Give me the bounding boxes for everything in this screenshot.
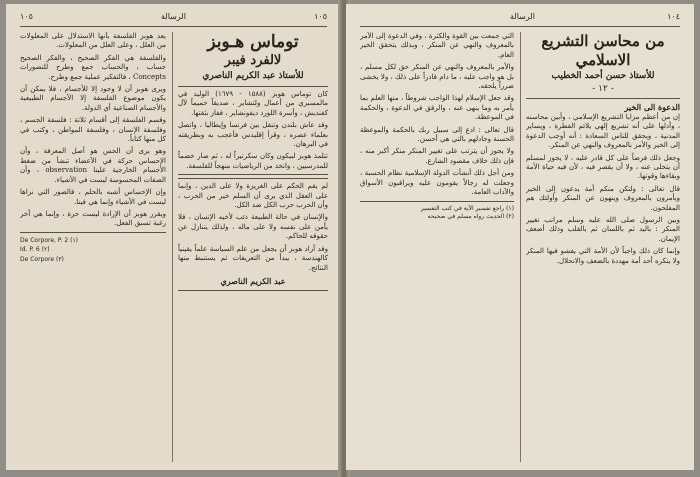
left-page xyxy=(6,4,342,470)
paragraph: تتلمذ هوبز لبيكون وكان سكرتيراً له ، ثم صار خصماً للمدرسيين ، واتخذ من الرياضيات منهجاً للفلسفة. xyxy=(178,152,328,170)
paragraph: وقد عاش بلندن وتنقل بين فرنسا وإيطاليا ، واتصل بعلماء عصره ، وقرأ إقليدس فأعجب به وبطريقته في البرهان. xyxy=(178,121,328,149)
divider xyxy=(526,98,680,99)
footnote: De Corpore (٣) xyxy=(20,255,64,263)
paragraph: يعد هوبز الفلسفة بأنها الاستدلال على المعلولات من العلل ، وعلى العلل من المعلولات. xyxy=(20,32,166,50)
divider xyxy=(20,232,166,233)
footnote: (٢) الحديث رواه مسلم في صحيحه xyxy=(427,212,514,220)
right-page-running-title: الرسالة xyxy=(510,12,535,21)
paragraph: وقد جعل الإسلام لهذا الواجب شروطاً ، منها العلم بما يأمر به وما ينهى عنه ، والرفق في الدعوة ، والحكمة في الموعظة. xyxy=(360,94,514,122)
footnote: (١) راجع تفسير الآية في كتب التفسير xyxy=(420,204,514,212)
paragraph: لم يقم الحكم على الغريزة ولا على الدين ، وإنما على العقل الذي يرى أن السلم خير من الحرب ، وأن الحرب حرب الكل ضد الكل. xyxy=(178,182,328,210)
column-rule xyxy=(172,32,173,462)
sharia-continuation-column xyxy=(360,32,514,462)
paragraph: ومن أجل ذلك أنشأت الدولة الإسلامية نظام الحسبة ، وجعلت له رجالاً يقومون عليه ويراقبون الأسواق والآداب العامة. xyxy=(360,169,514,197)
paragraph: قال تعالى : ادع إلى سبيل ربك بالحكمة والموعظة الحسنة وجادلهم بالتي هي أحسن. xyxy=(360,125,514,144)
hobbes-article-subtitle: لالفرد فيبر xyxy=(224,53,282,68)
paragraph: والإنسان في حالة الطبيعة ذئب لأخيه الإنسان ، فلا يأمن على نفسه ولا على ماله ، ولذلك يتنازل عن حقوقه للحاكم. xyxy=(178,213,328,241)
paragraph: ويقرر هوبز أن الإرادة ليست حرة ، وإنما هي آخر رغبة تسبق الفعل. xyxy=(20,209,166,228)
paragraph: وقسم الفلسفة إلى أقسام ثلاثة : فلسفة الجسم ، وفلسفة الإنسان ، وفلسفة المواطن ، وكتب في كل منها كتاباً. xyxy=(20,116,166,144)
paragraph: وإن الإحساس أشبه بالحلم ، فالصور التي نراها ليست في الأشياء وإنما هي فينا. xyxy=(20,188,166,206)
paragraph: التي جمعت بين القوة والكثرة ، وفي الدعوة إلى الأمر بالمعروف والنهي عن المنكر ، وبذلك يتحقق الخير العام. xyxy=(360,32,514,59)
hobbes-article-author: للأستاذ عبد الكريم الناصري xyxy=(202,71,304,81)
right-page-header xyxy=(360,12,680,27)
article-part-number: - ١٢ - xyxy=(592,84,614,94)
hobbes-article-column xyxy=(178,32,328,462)
left-page-header xyxy=(20,12,327,27)
divider xyxy=(178,178,328,179)
footnote: Id. P. 6 (٢) xyxy=(20,246,50,254)
paragraph: والأمر بالمعروف والنهي عن المنكر حق لكل مسلم ، بل هو واجب عليه ، ما دام قادراً على ذلك ، ولا يخشى ضرراً يلحقه. xyxy=(360,63,514,91)
left-page-running-title: الرسالة xyxy=(161,12,186,21)
paragraph: وإنما كان ذلك واجباً لأن الأمة التي يفشو فيها المنكر ولا ينكره أحد أمة مهددة بالضعف والانحلال. xyxy=(526,247,680,265)
section-heading: الدعوة الى الخير xyxy=(624,102,680,112)
sharia-article-title: من محاسن التشريع الاسلامي xyxy=(541,32,665,69)
divider xyxy=(360,201,514,202)
right-page xyxy=(346,4,694,470)
paragraph: قال تعالى : ولتكن منكم أمة يدعون إلى الخير ويأمرون بالمعروف وينهون عن المنكر وأولئك هم المفلحون. xyxy=(526,184,680,212)
hobbes-article-title: توماس هـوبز xyxy=(207,32,299,52)
paragraph: وجعل ذلك فرضاً على كل قادر عليه ، لا يجوز لمسلم أن يتخلى عنه ، ولا أن يقصر فيه ، لأن فيه حياة الأمة وبقاءها وقوتها. xyxy=(526,153,680,181)
sharia-article-author: للأستاذ حسن أحمد الخطيب xyxy=(551,71,655,81)
right-page-number: ١٠٤ xyxy=(667,12,680,21)
paragraph: إن من أعظم مزايا التشريع الإسلامي ، وأبين محاسنه ، وأدلها على أنه تشريع إلهي يلائم الفطرة ، ويساير المدنية ، ويحقق للناس السعادة : أنه أوجب الدعوة إلى الخير والأمر بالمعروف والنهي عن المنكر. xyxy=(526,113,680,150)
footnote: De Corpore, P. 2 (١) xyxy=(20,236,79,244)
paragraph: ولا يجوز أن يترتب على تغيير المنكر منكر أكبر منه ، فإن ذلك خلاف مقصود الشارع. xyxy=(360,147,514,165)
paragraph: وبين الرسول صلى الله عليه وسلم مراتب تغيير المنكر : باليد ثم باللسان ثم بالقلب وذلك أضعف الإيمان. xyxy=(526,216,680,243)
left-page-number-right: ١٠٥ xyxy=(314,12,327,21)
paragraph: وهو يرى أن الحس هو أصل المعرفة ، وأن الإحساس حركة في الأعضاء تنشأ من ضغط الأجسام الخارجية علينا observation ، وأن الصفات المحسوسة ليست في الأشياء. xyxy=(20,147,166,184)
sharia-article-column xyxy=(526,32,680,462)
divider xyxy=(178,290,328,291)
article-signature: عبد الكريم الناصري xyxy=(220,275,286,286)
paragraph: كان توماس هوبز (١٥٨٨ - ١٦٧٩) الوليد في مالمسبري من أعمال ولتشاير ، صديقاً حميماً لآل كفنديش ، وأسرة اللورد ديفونشاير ، ففاز بثقتها. xyxy=(178,90,328,117)
paragraph: وقد أراد هوبز أن يجعل من علم السياسة علماً يقينياً كالهندسة ، يبدأ من التعريفات ثم يستنبط منها النتائج. xyxy=(178,244,328,272)
left-page-number-left: ١٠٥ xyxy=(20,12,33,21)
hobbes-continuation-column xyxy=(20,32,166,462)
column-rule xyxy=(520,32,521,462)
divider xyxy=(178,174,328,175)
paragraph: والفلسفة هي الفكر الصحيح ، والفكر الصحيح حساب ، والحساب جمع وطرح للتصورات Concepts ، فالتفكير عملية جمع وطرح. xyxy=(20,53,166,81)
divider xyxy=(178,86,328,87)
paragraph: ويرى هوبز أن لا وجود إلا للأجسام ، فلا يمكن أن يكون موضوع الفلسفة إلا الأجسام الطبيعية والأجسام الصناعية أي الدولة. xyxy=(20,85,166,112)
